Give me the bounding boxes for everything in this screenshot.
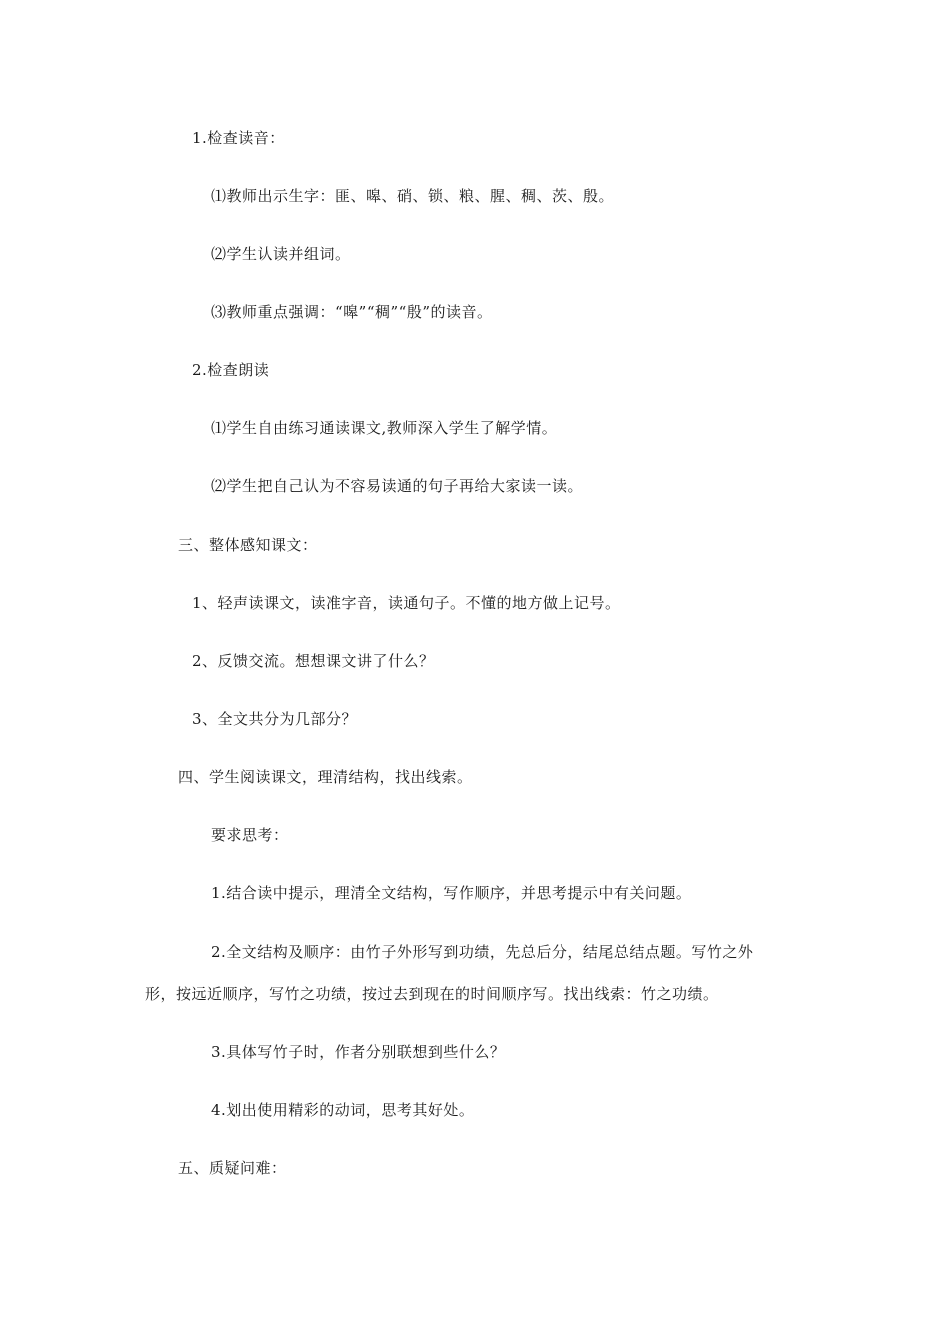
item-teacher-shows-characters: ⑴教师出示生字：匪、嗥、硝、锁、粮、腥、稠、茨、殷。	[211, 187, 615, 205]
step-check-reading: 2.检查朗读	[192, 361, 270, 379]
item-students-read-words: ⑵学生认读并组词。	[211, 245, 351, 263]
section-four-item-2-continued: 形，按远近顺序，写竹之功绩，按过去到现在的时间顺序写。找出线索：竹之功绩。	[145, 985, 719, 1003]
requirements-label: 要求思考：	[211, 826, 289, 844]
section-three-heading: 三、整体感知课文：	[178, 536, 318, 554]
step-check-pronunciation: 1.检查读音：	[192, 129, 285, 147]
item-free-practice: ⑴学生自由练习通读课文,教师深入学生了解学情。	[211, 419, 558, 437]
section-four-item-3: 3.具体写竹子时，作者分别联想到些什么？	[211, 1043, 506, 1061]
section-five-heading: 五、质疑问难：	[178, 1159, 287, 1177]
section-three-item-1: 1、轻声读课文，读准字音，读通句子。不懂的地方做上记号。	[192, 594, 621, 612]
section-four-item-4: 4.划出使用精彩的动词，思考其好处。	[211, 1101, 475, 1119]
item-teacher-emphasis: ⑶教师重点强调：“嗥”“稠”“殷”的读音。	[211, 303, 493, 321]
section-three-item-2: 2、反馈交流。想想课文讲了什么？	[192, 652, 435, 670]
item-read-difficult-sentences: ⑵学生把自己认为不容易读通的句子再给大家读一读。	[211, 477, 584, 495]
section-four-heading: 四、学生阅读课文，理清结构，找出线索。	[178, 768, 473, 786]
section-four-item-1: 1.结合读中提示，理清全文结构，写作顺序，并思考提示中有关问题。	[211, 884, 692, 902]
section-four-item-2: 2.全文结构及顺序：由竹子外形写到功绩，先总后分，结尾总结点题。写竹之外	[211, 943, 754, 961]
section-three-item-3: 3、全文共分为几部分？	[192, 710, 358, 728]
